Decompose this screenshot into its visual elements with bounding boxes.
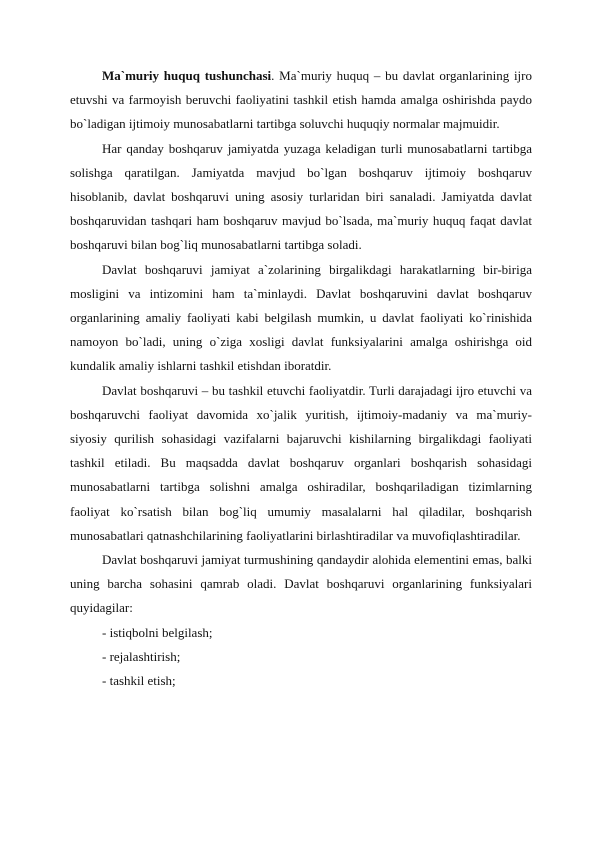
paragraph-management: Har qanday boshqaruv jamiyatda yuzaga keladigan turli munosabatlarni tartibga solishga qaratilgan. Jamiyatda mavjud bo`lgan boshqaruv ijtimoiy boshqaruv hisoblanib, davlat boshqaruvi uning asosiy turlaridan biri sanaladi. Jamiyatda davlat boshqaruvidan tashqari ham boshqaruv mavjud bo`lsada, ma`muriy huquq faqat davlat boshqaruvi bilan bog`liq munosabatlarni tartibga soladi.: [70, 140, 532, 253]
paragraph-functions-intro: Davlat boshqaruvi jamiyat turmushining qandaydir alohida elementini emas, balki uning barcha sohasini qamrab oladi. Davlat boshqaruvi organlarining funksiyalari quyidagilar:: [70, 552, 532, 616]
functions-list: [70, 621, 532, 694]
paragraph-organizing-activity: Davlat boshqaruvi – bu tashkil etuvchi faoliyatdir. Turli darajadagi ijro etuvchi va boshqaruvchi faoliyat davomida xo`jalik yuritish, ijtimoiy-madaniy va ma`muriy-siyosiy qurilish sohasidagi vazifalarni bajaruvchi kishilarning birgalikdagi faoliyati tashkil etiladi. Bu maqsadda davlat boshqaruv organlari boshqarish sohasidagi munosabatlarni tartibga solishni amalga oshiradilar, boshqariladigan tizimlarning faoliyat ko`rsatish bilan bog`liq umumiy masalalarni hal qiladilar, boshqarish munosabatlari qatnashchilarining faoliyatlarini birlashtiradilar va muvofiqlashtiradilar.: [70, 382, 532, 543]
paragraph-state-management: Davlat boshqaruvi jamiyat a`zolarining birgalikdagi harakatlarning bir-biriga mosligini va intizomini ham ta`minlaydi. Davlat boshqaruvini davlat boshqaruv organlarining amaliy faoliyati kabi belgilash mumkin, u davlat faoliyati ko`rinishida namoyon bo`ladi, uning o`ziga xosligi davlat funksiyalarini amalga oshirishga oid kundalik amaliy ishlarni tashkil etishdan iboratdir.: [70, 261, 532, 374]
section-heading: Ma`muriy huquq tushunchasi: [102, 68, 272, 83]
paragraph-definition: [70, 64, 532, 137]
definition-text: . Ma`muriy huquq – bu davlat organlarining ijro etuvshi va farmoyish beruvchi faoliyatini tashkil etish hamda amalga oshirishda paydo bo`ladigan ijtimoiy munosabatlarni tartibga soluvchi huquqiy normalar majmuidir.: [70, 68, 532, 132]
list-item: - istiqbolni belgilash;: [102, 624, 213, 640]
document-page: [70, 64, 532, 693]
list-item: - tashkil etish;: [102, 673, 176, 689]
list-item: - rejalashtirish;: [102, 648, 181, 664]
